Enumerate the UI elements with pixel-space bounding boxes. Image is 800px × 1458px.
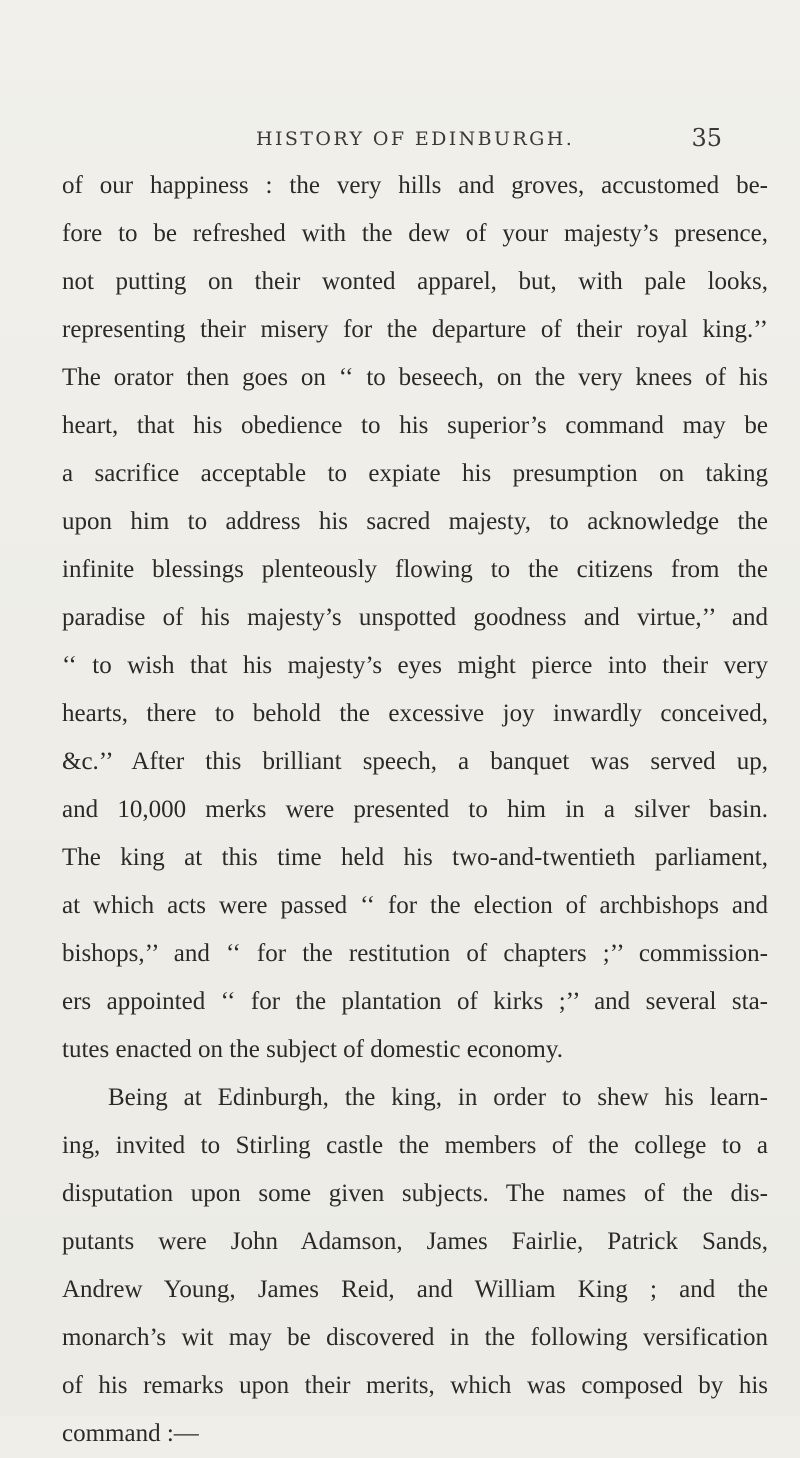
- running-title: HISTORY OF EDINBURGH.: [256, 128, 575, 150]
- text-line: at which acts were passed ‘‘ for the election of archbishops and: [62, 892, 768, 919]
- text-line: and 10,000 merks were presented to him in a silver basin.: [62, 796, 768, 823]
- text-line: bishops,’’ and ‘‘ for the restitution of chapters ;’’ commission-: [62, 940, 768, 967]
- text-line: &c.’’ After this brilliant speech, a banquet was served up,: [62, 748, 768, 775]
- text-line: of his remarks upon their merits, which was composed by his: [62, 1372, 768, 1399]
- text-line: a sacrifice acceptable to expiate his presumption on taking: [62, 460, 768, 487]
- text-line: tutes enacted on the subject of domestic economy.: [62, 1036, 564, 1063]
- text-line: paradise of his majesty’s unspotted goodness and virtue,’’ and: [62, 604, 768, 631]
- text-line: ers appointed ‘‘ for the plantation of kirks ;’’ and several sta-: [62, 988, 768, 1015]
- text-line: command :—: [62, 1420, 199, 1447]
- text-line: infinite blessings plenteously flowing to the citizens from the: [62, 556, 768, 583]
- paragraph-first-line: Being at Edinburgh, the king, in order to shew his learn-: [108, 1084, 768, 1111]
- text-line: putants were John Adamson, James Fairlie, Patrick Sands,: [62, 1228, 768, 1255]
- text-line: ing, invited to Stirling castle the members of the college to a: [62, 1132, 768, 1159]
- text-line: representing their misery for the departure of their royal king.’’: [62, 316, 768, 343]
- text-line: ‘‘ to wish that his majesty’s eyes might pierce into their very: [62, 652, 768, 679]
- text-line: of our happiness : the very hills and groves, accustomed be-: [62, 172, 768, 199]
- running-head: [256, 124, 722, 154]
- text-line: fore to be refreshed with the dew of your majesty’s presence,: [62, 220, 768, 247]
- text-line: The king at this time held his two-and-twentieth parliament,: [62, 844, 768, 871]
- text-line: hearts, there to behold the excessive joy inwardly conceived,: [62, 700, 768, 727]
- text-line: disputation upon some given subjects. The names of the dis-: [62, 1180, 768, 1207]
- text-line: The orator then goes on ‘‘ to beseech, on the very knees of his: [62, 364, 768, 391]
- text-line: not putting on their wonted apparel, but, with pale looks,: [62, 268, 768, 295]
- text-line: heart, that his obedience to his superior’s command may be: [62, 412, 768, 439]
- text-line: monarch’s wit may be discovered in the following versification: [62, 1324, 768, 1351]
- page-number: 35: [691, 124, 722, 152]
- text-line: Andrew Young, James Reid, and William King ; and the: [62, 1276, 768, 1303]
- text-line: upon him to address his sacred majesty, to acknowledge the: [62, 508, 768, 535]
